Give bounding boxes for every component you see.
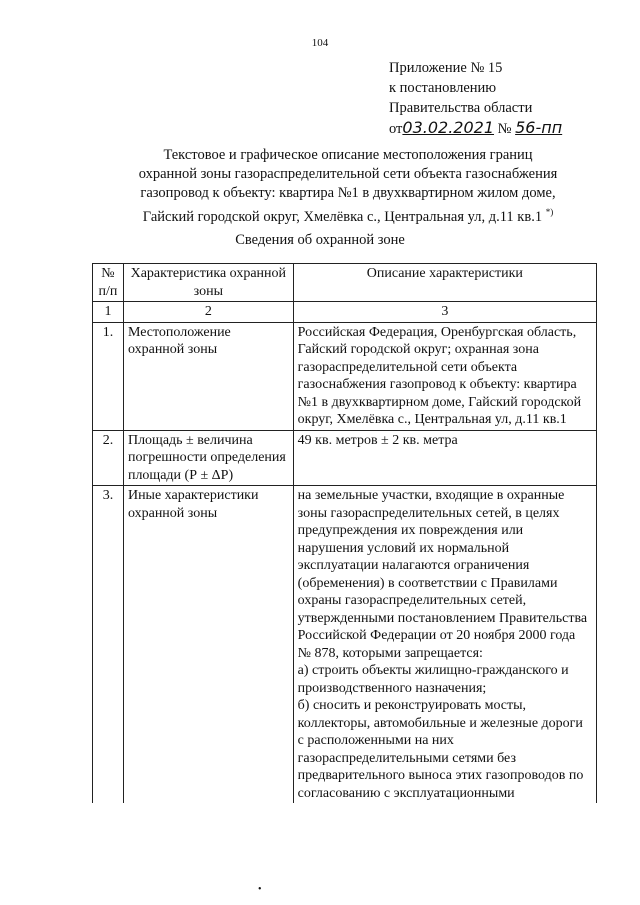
row-characteristic: Площадь ± величина погрешности определения площади (Р ± ΔР) [123, 430, 293, 486]
title-line-1: Текстовое и графическое описание местоположения границ [163, 147, 533, 163]
row-description-item-b: б) сносить и реконструировать мосты, коллекторы, автомобильные и железные дороги с расположенными на них газораспределительными сетями без предварительного выноса этих газопроводов по согласованию с эксплуатационными [297, 698, 584, 801]
table-numbering-row [93, 302, 597, 323]
table-row [93, 430, 597, 486]
scan-mark: • [258, 884, 262, 895]
page-number: 104 [311, 37, 329, 49]
title-line-4 [80, 203, 616, 227]
title-line-4-text: Гайский городской округ, Хмелёвка с., Центральная ул, д.11 кв.1 [142, 208, 543, 225]
annex-line-3: Правительства области [389, 100, 533, 116]
table-row [93, 486, 597, 804]
section-subtitle: Сведения об охранной зоне [235, 232, 405, 248]
footnote-mark: *) [545, 207, 554, 217]
row-description: 49 кв. метров ± 2 кв. метра [293, 430, 596, 486]
table-row [93, 322, 597, 430]
row-description-main: на земельные участки, входящие в охранные зоны газораспределительных сетей, в целях предупреждения их повреждения или нарушения условий их нормальной эксплуатации налагаются ограничения (обременения) в соответствии с Правилами охраны газораспределительных сетей, утвержденными постановлением Правительства Российской Федерации от 20 ноября 2000 года № 878, которыми запрещается: [297, 488, 588, 661]
number-prefix: № [497, 121, 512, 137]
annex-line-1: Приложение № 15 [389, 60, 503, 76]
col-number-2: 2 [123, 302, 293, 323]
handwritten-number: 56-пп [515, 118, 563, 137]
title-line-3: газопровод к объекту: квартира №1 в двухквартирном жилом доме, [140, 185, 556, 201]
col-number-3: 3 [293, 302, 596, 323]
row-description [293, 486, 596, 804]
row-number: 2. [93, 430, 124, 486]
header-number: № п/п [93, 264, 124, 302]
header-description: Описание характеристики [293, 264, 596, 302]
annex-line-2: к постановлению [389, 80, 497, 96]
row-description-item-a: а) строить объекты жилищно-гражданского и производственного назначения; [297, 663, 569, 696]
document-title [80, 146, 616, 227]
col-number-1: 1 [93, 302, 124, 323]
row-number: 3. [93, 486, 124, 804]
row-description: Российская Федерация, Оренбургская область, Гайский городской округ; охранная зона газораспределительной сети объекта газоснабжения газопровод к объекту: квартира №1 в двухквартирном доме, Гайский городской округ, Хмелёвка с., Центральная ул, д.11 кв.1 [293, 322, 596, 430]
handwritten-date: 03.02.2021 [402, 118, 495, 137]
header-characteristic: Характеристика охранной зоны [123, 264, 293, 302]
title-line-2: охранной зоны газораспределительной сети объекта газоснабжения [138, 166, 558, 182]
table-header-row [93, 264, 597, 302]
row-characteristic: Местоположение охранной зоны [123, 322, 293, 430]
date-prefix: от [389, 121, 403, 137]
annex-block [389, 58, 562, 139]
row-number: 1. [93, 322, 124, 430]
row-characteristic: Иные характеристики охранной зоны [123, 486, 293, 804]
annex-date-line [389, 118, 562, 139]
protection-zone-table [92, 263, 597, 803]
